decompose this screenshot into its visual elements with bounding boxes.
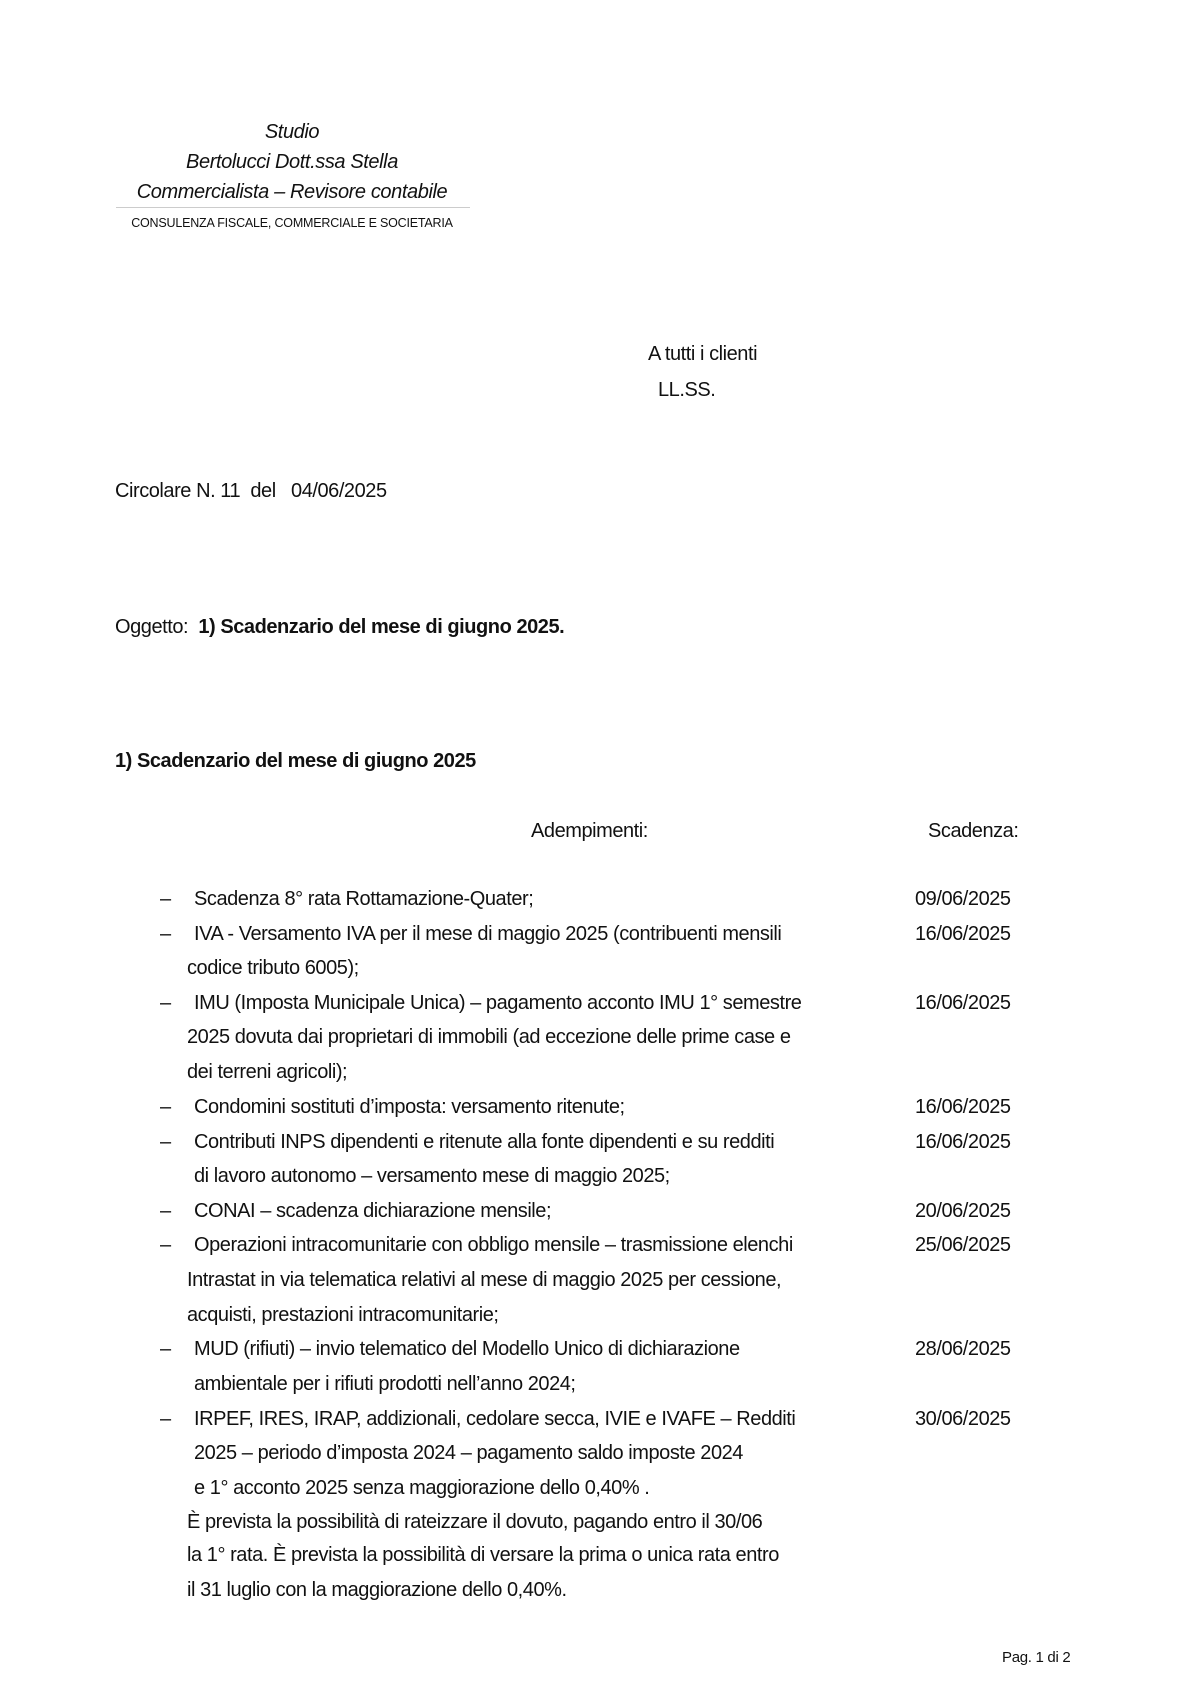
studio-profession: Commercialista – Revisore contabile — [136, 181, 448, 203]
deadline-description-line: 2025 – periodo d’imposta 2024 – pagamento saldo imposte 2024 — [194, 1442, 743, 1464]
bullet-dash: – — [160, 923, 171, 945]
deadline-description-line: ambientale per i rifiuti prodotti nell’anno 2024; — [194, 1373, 576, 1395]
deadline-description-line: 2025 dovuta dai proprietari di immobili (ad eccezione delle prime case e — [187, 1026, 791, 1048]
deadline-date: 25/06/2025 — [915, 1234, 1011, 1256]
deadline-description-line: Contributi INPS dipendenti e ritenute alla fonte dipendenti e su redditi — [194, 1131, 775, 1153]
studio-name: Bertolucci Dott.ssa Stella — [186, 151, 398, 173]
deadline-date: 30/06/2025 — [915, 1408, 1011, 1430]
subject-line — [115, 615, 564, 639]
deadline-date: 09/06/2025 — [915, 888, 1011, 910]
bullet-dash: – — [160, 1338, 171, 1360]
deadline-description-line: IMU (Imposta Municipale Unica) – pagamento acconto IMU 1° semestre — [194, 992, 802, 1014]
deadline-description-line: IVA - Versamento IVA per il mese di maggio 2025 (contribuenti mensili — [194, 923, 782, 945]
bullet-dash: – — [160, 992, 171, 1014]
deadline-description-line: la 1° rata. È prevista la possibilità di versare la prima o unica rata entro — [187, 1544, 779, 1566]
section-title: 1) Scadenzario del mese di giugno 2025 — [115, 750, 476, 772]
deadline-description-line: dei terreni agricoli); — [187, 1061, 348, 1083]
deadline-description-line: IRPEF, IRES, IRAP, addizionali, cedolare secca, IVIE e IVAFE – Redditi — [194, 1408, 796, 1430]
deadline-description-line: il 31 luglio con la maggiorazione dello 0,40%. — [187, 1579, 567, 1601]
studio-services: CONSULENZA FISCALE, COMMERCIALE E SOCIETARIA — [131, 216, 453, 230]
bullet-dash: – — [160, 888, 171, 910]
deadline-date: 16/06/2025 — [915, 923, 1011, 945]
column-header-scadenza: Scadenza: — [928, 820, 1019, 842]
bullet-dash: – — [160, 1408, 171, 1430]
subject-text: 1) Scadenzario del mese di giugno 2025. — [198, 616, 565, 638]
deadline-description-line: Intrastat in via telematica relativi al mese di maggio 2025 per cessione, — [187, 1269, 782, 1291]
deadline-date: 28/06/2025 — [915, 1338, 1011, 1360]
deadline-date: 20/06/2025 — [915, 1200, 1011, 1222]
deadline-description-line: Condomini sostituti d’imposta: versamento ritenute; — [194, 1096, 625, 1118]
deadline-date: 16/06/2025 — [915, 1096, 1011, 1118]
deadline-description-line: È prevista la possibilità di rateizzare il dovuto, pagando entro il 30/06 — [187, 1511, 763, 1533]
deadline-date: 16/06/2025 — [915, 1131, 1011, 1153]
circolare-number: Circolare N. 11 del 04/06/2025 — [115, 480, 387, 502]
bullet-dash: – — [160, 1131, 171, 1153]
bullet-dash: – — [160, 1234, 171, 1256]
subject-label: Oggetto: — [115, 616, 189, 638]
deadline-description-line: acquisti, prestazioni intracomunitarie; — [187, 1304, 499, 1326]
column-header-adempimenti: Adempimenti: — [531, 820, 648, 842]
studio-label: Studio — [264, 121, 320, 143]
deadline-description-line: MUD (rifiuti) – invio telematico del Modello Unico di dichiarazione — [194, 1338, 740, 1360]
bullet-dash: – — [160, 1096, 171, 1118]
header-divider — [116, 207, 470, 208]
deadline-description-line: Scadenza 8° rata Rottamazione-Quater; — [194, 888, 534, 910]
deadline-description-line: codice tributo 6005); — [187, 957, 359, 979]
page-number: Pag. 1 di 2 — [1002, 1649, 1071, 1666]
deadline-date: 16/06/2025 — [915, 992, 1011, 1014]
deadline-description-line: di lavoro autonomo – versamento mese di maggio 2025; — [194, 1165, 670, 1187]
recipient-line-1: A tutti i clienti — [648, 343, 758, 365]
deadline-description-line: e 1° acconto 2025 senza maggiorazione dello 0,40% . — [194, 1477, 650, 1499]
bullet-dash: – — [160, 1200, 171, 1222]
deadline-description-line: Operazioni intracomunitarie con obbligo mensile – trasmissione elenchi — [194, 1234, 793, 1256]
recipient-line-2: LL.SS. — [658, 379, 716, 401]
deadline-description-line: CONAI – scadenza dichiarazione mensile; — [194, 1200, 552, 1222]
